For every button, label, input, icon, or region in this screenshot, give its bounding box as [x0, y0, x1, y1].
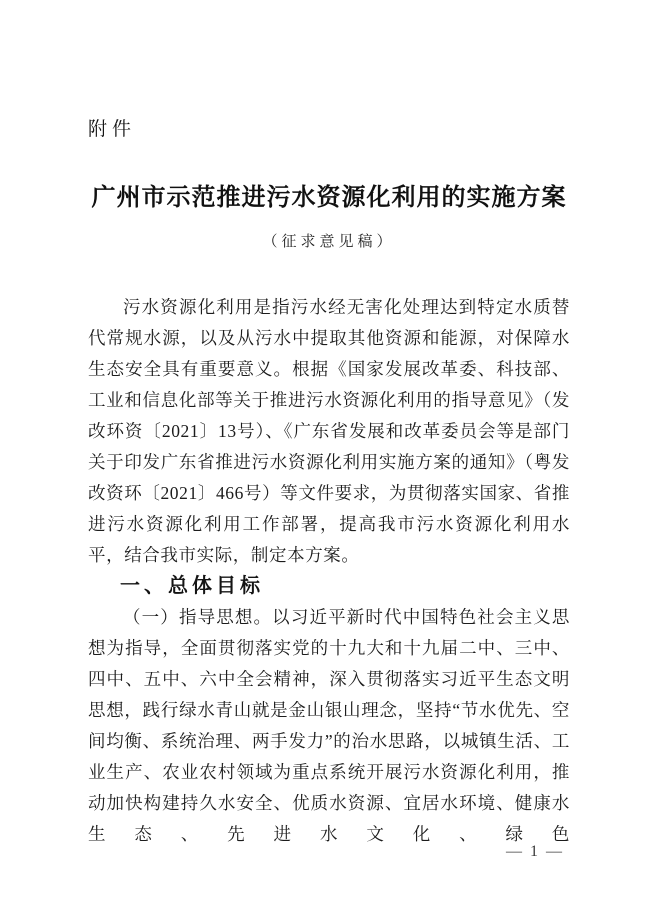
- intro-paragraph: 污水资源化利用是指污水经无害化处理达到特定水质替代常规水源，以及从污水中提取其他资源和能源，对保障水生态安全具有重要意义。根据《国家发展改革委、科技部、工业和信息化部等关于推进污水资源化利用的指导意见》（发改环资〔2021〕13号）、《广东省发展和改革委员会等是部门关于印发广东省推进污水资源化利用实施方案的通知》（粤发改资环〔2021〕466号）等文件要求，为贯彻落实国家、省推进污水资源化利用工作部署，提高我市污水资源化利用水平，结合我市实际，制定本方案。: [88, 297, 570, 565]
- guiding-ideology-paragraph: （一）指导思想。以习近平新时代中国特色社会主义思想为指导，全面贯彻落实党的十九大和十九届二中、三中、四中、五中、六中全会精神，深入贯彻落实习近平生态文明思想，践行绿水青山就是金山银山理念，坚持“节水优先、空间均衡、系统治理、两手发力”的治水思路，以城镇生活、工业生产、农业农村领域为重点系统开展污水资源化利用，推动加快构建持久水安全、优质水资源、宜居水环境、健康水生态、先进水文化、绿色: [88, 607, 570, 844]
- section-heading-overall-goals: 一、总体目标: [120, 575, 264, 597]
- document-subtitle: （征求意见稿）: [262, 234, 396, 250]
- document-title: 广州市示范推进污水资源化利用的实施方案: [91, 185, 567, 211]
- attachment-label: 附件: [88, 119, 137, 140]
- page-number: — 1 —: [506, 843, 564, 860]
